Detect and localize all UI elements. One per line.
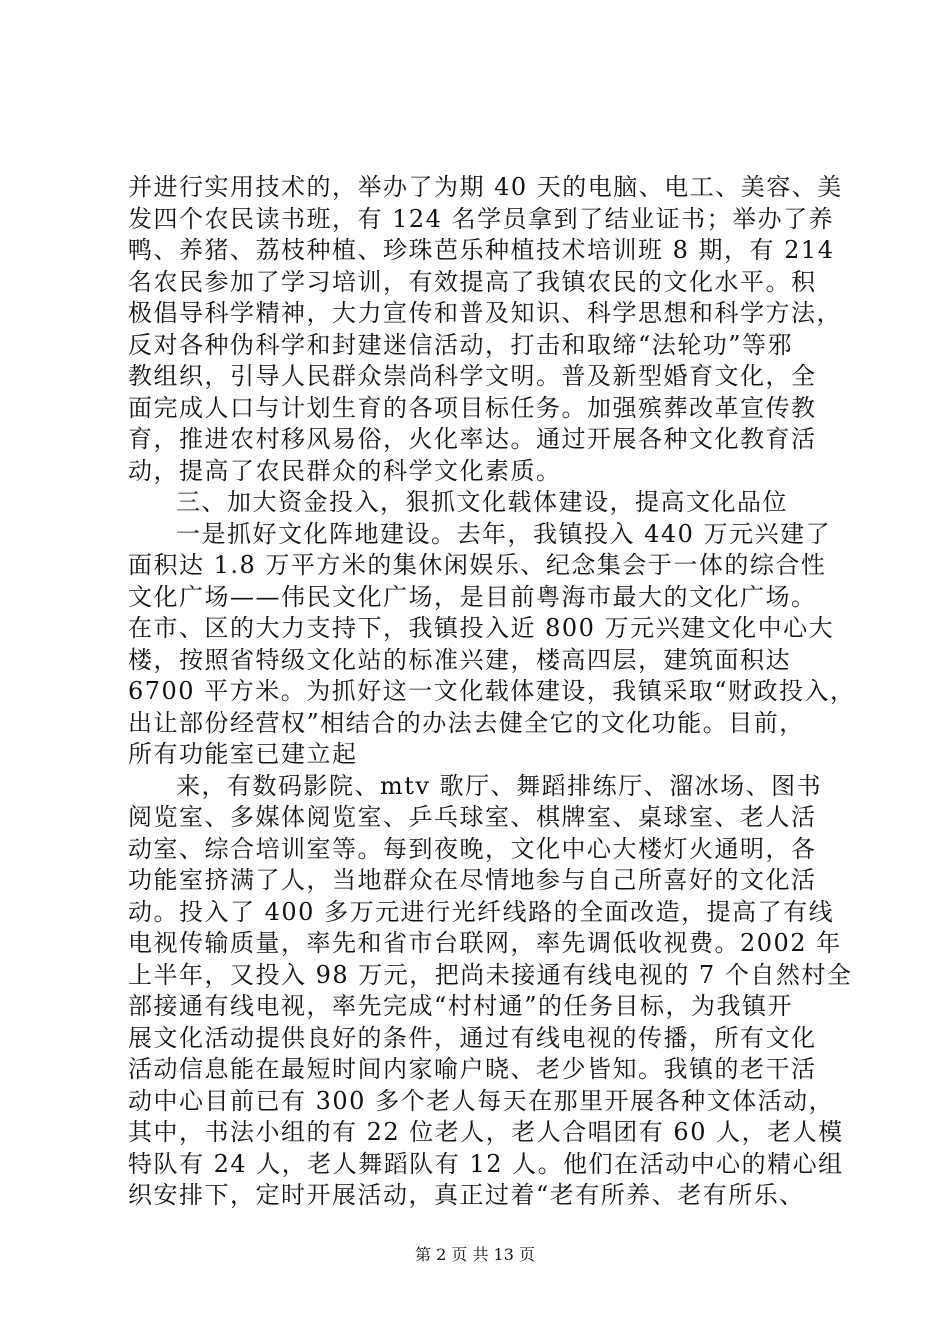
text-line: 来，有数码影院、mtv 歌厅、舞蹈排练厅、溜冰场、图书 xyxy=(176,771,823,800)
text-line: 面完成人口与计划生育的各项目标任务。加强殡葬改革宣传教 xyxy=(128,393,817,422)
text-line: 特队有 24 人，老人舞蹈队有 12 人。他们在活动中心的精心组 xyxy=(128,1149,844,1178)
text-line: 展文化活动提供良好的条件，通过有线电视的传播，所有文化 xyxy=(128,1023,817,1052)
text-line: 活动信息能在最短时间内家喻户晓、老少皆知。我镇的老干活 xyxy=(128,1055,817,1083)
text-line: 所有功能室已建立起 xyxy=(128,740,358,768)
page-footer: 第 2 页 共 13 页 xyxy=(415,1245,535,1264)
text-line: 织安排下，定时开展活动，真正过着“老有所养、老有所乐、 xyxy=(128,1181,805,1209)
text-line: 面积达 1.8 万平方米的集休闲娱乐、纪念集会于一体的综合性 xyxy=(128,551,827,579)
text-line: 并进行实用技术的，举办了为期 40 天的电脑、电工、美容、美 xyxy=(128,173,843,201)
text-line: 动。投入了 400 多万元进行光纤线路的全面改造，提高了有线 xyxy=(128,897,835,926)
text-line: 6700 平方米。为抓好这一文化载体建设，我镇采取“财政投入， xyxy=(128,677,856,705)
text-line: 动，提高了农民群众的科学文化素质。 xyxy=(128,456,562,485)
text-line: 反对各种伪科学和封建迷信活动，打击和取缔“法轮功”等邪 xyxy=(128,330,794,359)
text-line: 部接通有线电视，率先完成“村村通”的任务目标，为我镇开 xyxy=(128,992,794,1020)
text-line: 动中心目前已有 300 多个老人每天在那里开展各种文体活动， xyxy=(128,1086,835,1115)
text-line: 育，推进农村移风易俗，火化率达。通过开展各种文化教育活 xyxy=(128,425,817,453)
text-line: 阅览室、多媒体阅览室、乒乓球室、棋牌室、桌球室、老人活 xyxy=(128,803,817,831)
text-line: 功能室挤满了人，当地群众在尽情地参与自己所喜好的文化活 xyxy=(128,866,817,894)
text-line: 三、加大资金投入，狠抓文化载体建设，提高文化品位 xyxy=(176,488,788,516)
text-line: 鸭、养猪、荔枝种植、珍珠芭乐种植技术培训班 8 期，有 214 xyxy=(128,236,835,264)
text-line: 在市、区的大力支持下，我镇投入近 800 万元兴建文化中心大 xyxy=(128,614,835,642)
text-line: 其中，书法小组的有 22 位老人，老人合唱团有 60 人，老人模 xyxy=(128,1118,844,1146)
text-line: 电视传输质量，率先和省市台联网，率先调低收视费。2002 年 xyxy=(128,929,842,957)
text-line: 一是抓好文化阵地建设。去年，我镇投入 440 万元兴建了 xyxy=(176,519,832,548)
text-line: 极倡导科学精神，大力宣传和普及知识、科学思想和科学方法， xyxy=(128,299,842,327)
text-line: 动室、综合培训室等。每到夜晚，文化中心大楼灯火通明，各 xyxy=(128,834,817,863)
text-line: 上半年，又投入 98 万元，把尚未接通有线电视的 7 个自然村全 xyxy=(128,960,853,989)
text-line: 发四个农民读书班，有 124 名学员拿到了结业证书；举办了养 xyxy=(128,204,835,233)
text-line: 名农民参加了学习培训，有效提高了我镇农民的文化水平。积 xyxy=(128,267,817,296)
text-line: 出让部份经营权”相结合的办法去健全它的文化功能。目前， xyxy=(128,708,805,737)
text-line: 楼，按照省特级文化站的标准兴建，楼高四层，建筑面积达 xyxy=(128,645,791,674)
text-line: 教组织，引导人民群众崇尚科学文明。普及新型婚育文化，全 xyxy=(128,362,817,390)
text-line: 文化广场——伟民文化广场，是目前粤海市最大的文化广场。 xyxy=(128,582,817,611)
document-body xyxy=(128,172,856,1212)
